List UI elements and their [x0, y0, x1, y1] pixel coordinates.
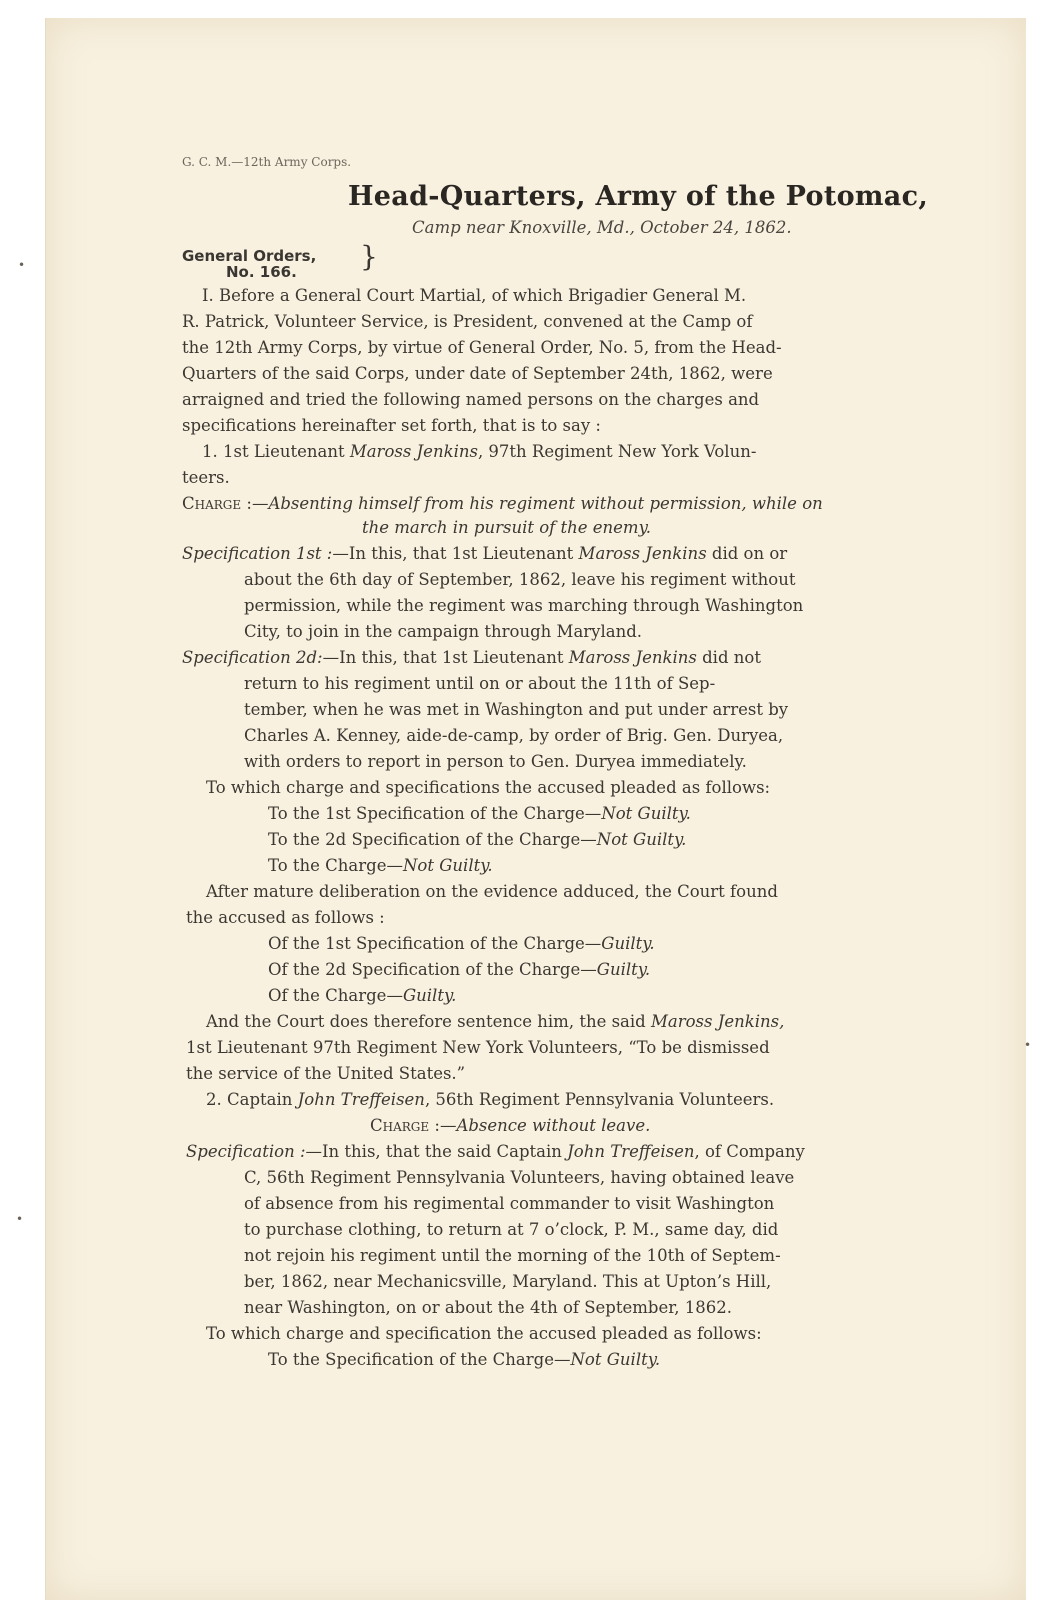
case2-plea-intro: To which charge and specification the accused pleaded as follows:: [206, 1324, 762, 1343]
case1-plea-3: [268, 856, 493, 876]
case1-spec2-name: Maross Jenkins: [568, 648, 697, 667]
case1-spec1-name: Maross Jenkins: [578, 544, 707, 563]
intro-text-5: arraigned and tried the following named persons on the charges and: [182, 390, 760, 409]
case1-spec2-line-2: return to his regiment until on or about the 11th of Sep-: [244, 674, 716, 693]
case2-spec-line-4: to purchase clothing, to return at 7 o’clock, P. M., same day, did: [244, 1220, 779, 1239]
case1-finding-intro-1: After mature deliberation on the evidence adduced, the Court found: [206, 882, 778, 901]
case2-spec-line-1: [186, 1142, 805, 1162]
case1-spec2-line-4: Charles A. Kenney, aide-de-camp, by order of Brig. Gen. Duryea,: [244, 726, 784, 745]
intro-line-6: [182, 416, 601, 436]
case1-spec1-label: Specification 1st :: [182, 544, 333, 563]
case1-sentence-name: Maross Jenkins,: [650, 1012, 785, 1031]
case2-spec-name: John Treffeisen: [567, 1142, 695, 1161]
intro-line-3: [182, 338, 840, 358]
case2-name: John Treffeisen: [297, 1090, 425, 1109]
case1-spec1-line-4: City, to join in the campaign through Maryland.: [244, 622, 643, 641]
margin-mark: •: [1024, 1038, 1032, 1052]
case1-charge: [182, 494, 823, 514]
intro-line-5: [182, 390, 840, 410]
margin-mark: •: [16, 1212, 24, 1226]
case2-spec-text-1: —In this, that the said Captain: [305, 1142, 568, 1161]
orders-label: General Orders,: [182, 247, 317, 265]
case1-spec1-tail: did on or: [706, 544, 788, 563]
case2-spec-line-3: of absence from his regimental commander to visit Washington: [244, 1194, 775, 1213]
case2-spec-line-2: C, 56th Regiment Pennsylvania Volunteers, having obtained leave: [244, 1168, 795, 1187]
case1-spec2-line-5: with orders to report in person to Gen. Duryea immediately.: [244, 752, 747, 771]
place-date-line: Camp near Knoxville, Md., October 24, 1862.: [412, 218, 792, 237]
case1-finding-3: [268, 986, 456, 1006]
intro-text-4: Quarters of the said Corps, under date of September 24th, 1862, were: [182, 364, 773, 383]
case1-plea-1: [268, 804, 691, 824]
case1-name: Maross Jenkins: [349, 442, 478, 461]
case1-spec1-line-1: [182, 544, 787, 564]
case1-spec1-line-2: about the 6th day of September, 1862, leave his regiment without: [244, 570, 796, 589]
case2-spec-company: , of Company: [694, 1142, 805, 1161]
corps-line: G. C. M.—12th Army Corps.: [182, 155, 352, 169]
case1-plea-intro: To which charge and specifications the accused pleaded as follows:: [206, 778, 771, 797]
case1-spec1-line-3: permission, while the regiment was marching through Washington: [244, 596, 804, 615]
case1-sentence-text: And the Court does therefore sentence him, the said: [206, 1012, 651, 1031]
case1-finding-3-verdict: Guilty.: [402, 986, 457, 1005]
case1-spec2-text-1: —In this, that 1st Lieutenant: [322, 648, 569, 667]
case2-charge-sep: :—: [429, 1116, 457, 1135]
case2-spec-label: Specification :: [186, 1142, 306, 1161]
case1-spec1-text-1: —In this, that 1st Lieutenant: [332, 544, 579, 563]
case1-finding-1: [268, 934, 655, 954]
margin-mark: •: [18, 258, 26, 272]
case1-charge-label: Charge: [182, 494, 242, 513]
case1-finding-2: [268, 960, 650, 980]
case1-line-1: [202, 442, 756, 462]
case1-sentence-3: the service of the United States.”: [186, 1064, 466, 1083]
case1-spec2-line-1: [182, 648, 761, 668]
case2-regiment: , 56th Regiment Pennsylvania Volunteers.: [424, 1090, 775, 1109]
case2-spec-line-7: near Washington, on or about the 4th of September, 1862.: [244, 1298, 733, 1317]
case1-plea-2-verdict: Not Guilty.: [596, 830, 687, 849]
case2-charge-label: Charge: [370, 1116, 430, 1135]
case1-finding-2-text: Of the 2d Specification of the Charge—: [268, 960, 597, 979]
intro-text-2: R. Patrick, Volunteer Service, is President, convened at the Camp of: [182, 312, 753, 331]
case2-plea: [268, 1350, 660, 1370]
case1-rank: 1. 1st Lieutenant: [202, 442, 350, 461]
case1-finding-1-verdict: Guilty.: [601, 934, 655, 953]
intro-text-6: specifications hereinafter set forth, that is to say :: [182, 416, 601, 435]
case2-charge: [370, 1116, 650, 1136]
case1-spec2-line-3: tember, when he was met in Washington and put under arrest by: [244, 700, 789, 719]
case1-finding-1-text: Of the 1st Specification of the Charge—: [268, 934, 602, 953]
intro-text-1: I. Before a General Court Martial, of which Brigadier General M.: [202, 286, 747, 305]
case2-spec-line-5: not rejoin his regiment until the morning of the 10th of Septem-: [244, 1246, 781, 1265]
case1-plea-1-verdict: Not Guilty.: [601, 804, 691, 823]
case1-finding-3-text: Of the Charge—: [268, 986, 403, 1005]
case1-charge-text-2: the march in pursuit of the enemy.: [362, 518, 651, 537]
case1-sentence-1: [206, 1012, 784, 1032]
case1-finding-intro-2: the accused as follows :: [186, 908, 385, 927]
case2-plea-text: To the Specification of the Charge—: [268, 1350, 571, 1369]
headquarters-title: Head-Quarters, Army of the Potomac,: [348, 181, 929, 212]
intro-text-3: the 12th Army Corps, by virtue of General Order, No. 5, from the Head-: [182, 338, 782, 357]
case2-charge-text: Absence without leave.: [456, 1116, 651, 1135]
case1-charge-sep: :—: [241, 494, 269, 513]
case1-charge-text-1: Absenting himself from his regiment without permission, while on: [268, 494, 823, 513]
intro-line-2: [182, 312, 840, 332]
case1-plea-2-text: To the 2d Specification of the Charge—: [268, 830, 597, 849]
case1-plea-1-text: To the 1st Specification of the Charge—: [268, 804, 602, 823]
case2-rank: 2. Captain: [206, 1090, 298, 1109]
case1-spec2-tail: did not: [696, 648, 761, 667]
case1-plea-3-verdict: Not Guilty.: [402, 856, 493, 875]
case1-regiment: , 97th Regiment New York Volun-: [477, 442, 757, 461]
brace-glyph: }: [360, 240, 378, 273]
case1-finding-2-verdict: Guilty.: [596, 960, 651, 979]
intro-line-1: [202, 286, 840, 306]
case1-spec2-label: Specification 2d:: [182, 648, 323, 667]
case1-sentence-2: 1st Lieutenant 97th Regiment New York Volunteers, “To be dismissed: [186, 1038, 770, 1057]
case1-line-2: teers.: [182, 468, 230, 487]
case1-plea-3-text: To the Charge—: [268, 856, 403, 875]
case2-plea-verdict: Not Guilty.: [570, 1350, 661, 1369]
case2-spec-line-6: ber, 1862, near Mechanicsville, Maryland. This at Upton’s Hill,: [244, 1272, 772, 1291]
intro-line-4: [182, 364, 840, 384]
orders-number: No. 166.: [226, 263, 297, 281]
case2-line-1: [206, 1090, 774, 1110]
case1-plea-2: [268, 830, 686, 850]
